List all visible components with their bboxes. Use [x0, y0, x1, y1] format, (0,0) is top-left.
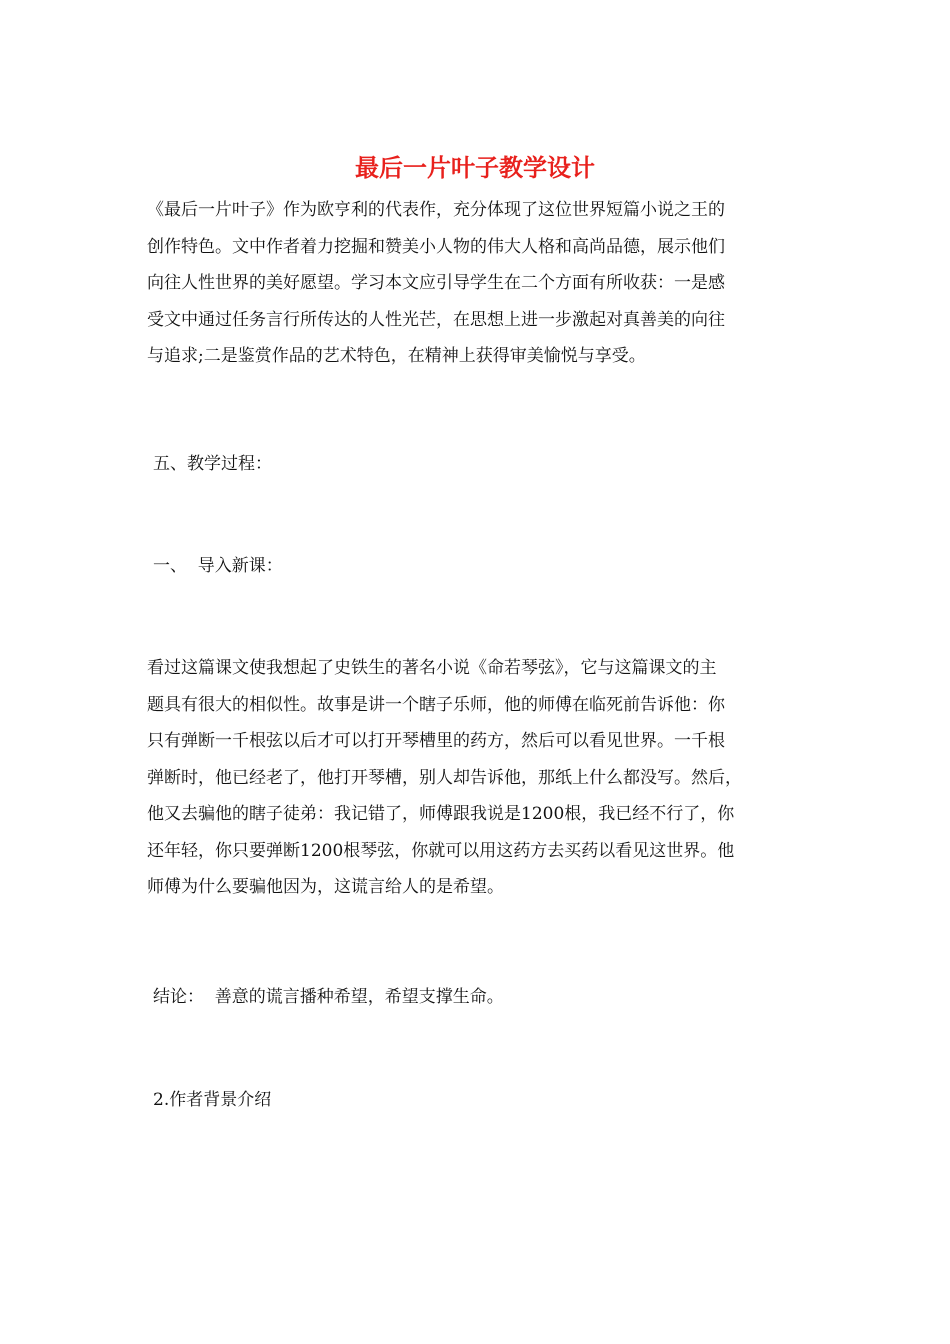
story-line: 看过这篇课文使我想起了史铁生的著名小说《命若琴弦》，它与这篇课文的主	[147, 658, 717, 678]
conclusion-line: 结论： 善意的谎言播种希望，希望支撑生命。	[153, 987, 504, 1007]
intro-line: 与追求;二是鉴赏作品的艺术特色，在精神上获得审美愉悦与享受。	[147, 346, 646, 366]
section-introduce-lesson: 一、 导入新课：	[153, 556, 283, 576]
section-author-background: 2.作者背景介绍	[153, 1090, 272, 1110]
story-line: 师傅为什么要骗他因为，这谎言给人的是希望。	[147, 877, 504, 897]
story-line: 还年轻，你只要弹断1200根琴弦，你就可以用这药方去买药以看见这世界。他	[147, 840, 735, 861]
intro-paragraph	[147, 192, 811, 375]
intro-line: 受文中通过任务言行所传达的人性光芒，在思想上进一步激起对真善美的向往	[147, 309, 725, 330]
intro-line: 创作特色。文中作者着力挖掘和赞美小人物的伟大人格和高尚品德，展示他们	[147, 236, 725, 257]
story-line: 他又去骗他的瞎子徒弟：我记错了，师傅跟我说是1200根，我已经不行了，你	[147, 804, 735, 824]
document-title: 最后一片叶子教学设计	[355, 153, 595, 182]
section-teaching-process: 五、教学过程：	[153, 454, 272, 474]
story-line: 弹断时，他已经老了，他打开琴槽，别人却告诉他，那纸上什么都没写。然后，	[147, 767, 742, 788]
story-line: 题具有很大的相似性。故事是讲一个瞎子乐师，他的师傅在临死前告诉他：你	[147, 694, 725, 715]
story-paragraph	[147, 650, 811, 906]
story-line: 只有弹断一千根弦以后才可以打开琴槽里的药方，然后可以看见世界。一千根	[147, 731, 725, 751]
intro-line: 《最后一片叶子》作为欧亨利的代表作，充分体现了这位世界短篇小说之王的	[147, 200, 725, 220]
intro-line: 向往人性世界的美好愿望。学习本文应引导学生在二个方面有所收获：一是感	[147, 273, 725, 293]
